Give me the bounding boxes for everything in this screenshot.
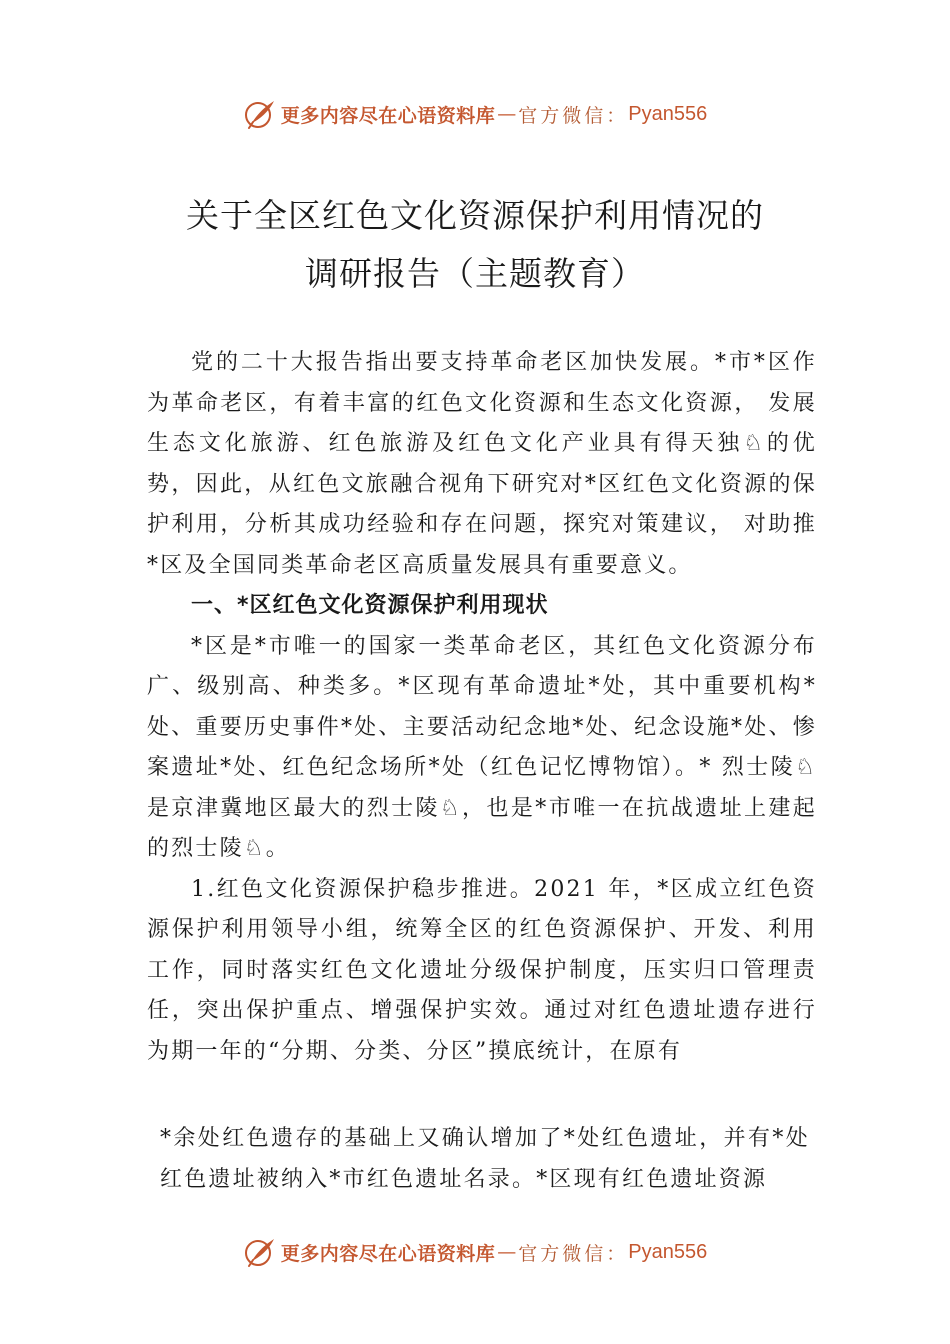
document-title-line-1: 关于全区红色文化资源保护利用情况的 (186, 196, 764, 235)
point-1-paragraph: 1.红色文化资源保护稳步推进。2021 年，*区成立红色资源保护利用领导小组，统筹全区的红色资源保护、开发、利用工作，同时落实红色文化遗址分级保护制度，压实归口管理责任，突出保护重点、增强保护实效。通过对红色遗址遗存进行为期一年的“分期、分类、分区”摸底统计，在原有 (147, 876, 817, 1064)
wechat-id: Pyan556 (628, 1240, 708, 1263)
wechat-id: Pyan556 (628, 102, 708, 125)
intro-paragraph: 党的二十大报告指出要支持革命老区加快发展。*市*区作为革命老区，有着丰富的红色文化资源和生态文化资源， 发展生态文化旅游、红色旅游及红色文化产业具有得天独♘的优势，因此，从红色文旅融合视角下研究对*区红色文化资源的保护利用，分析其成功经验和存在问题，探究对策建议， 对助推*区及全国同类革命老区高质量发展具有重要意义。 (147, 350, 817, 578)
status-paragraph: *区是*市唯一的国家一类革命老区，其红色文化资源分布广、级别高、种类多。*区现有革命遗址*处，其中重要机构*处、重要历史事件*处、主要活动纪念地*处、纪念设施*处、惨案遗址*处、红色纪念场所*处（红色记忆博物馆）。* 烈士陵♘是京津冀地区最大的烈士陵♘，也是*市唯一在抗战遗址上建起的烈士陵♘。 (147, 633, 817, 861)
continuation-paragraph: *余处红色遗存的基础上又确认增加了*处红色遗址，并有*处红色遗址被纳入*市红色遗址名录。*区现有红色遗址资源 (160, 1126, 810, 1192)
banner-dash: — (497, 103, 517, 125)
quill-pen-icon (243, 1235, 277, 1269)
document-title-line-2: 调研报告（主题教育） (305, 254, 645, 293)
banner-dash: — (497, 1241, 517, 1263)
quill-pen-icon (243, 97, 277, 131)
brand-text: 更多内容尽在心语资料库 (280, 1242, 496, 1265)
section-heading-1: 一、*区红色文化资源保护利用现状 (191, 593, 549, 618)
wechat-label: 官方微信： (518, 104, 629, 127)
footer-banner (0, 1232, 950, 1272)
document-body (147, 343, 817, 1072)
wechat-label: 官方微信： (518, 1242, 629, 1265)
header-banner (0, 94, 950, 134)
brand-text: 更多内容尽在心语资料库 (280, 104, 496, 127)
